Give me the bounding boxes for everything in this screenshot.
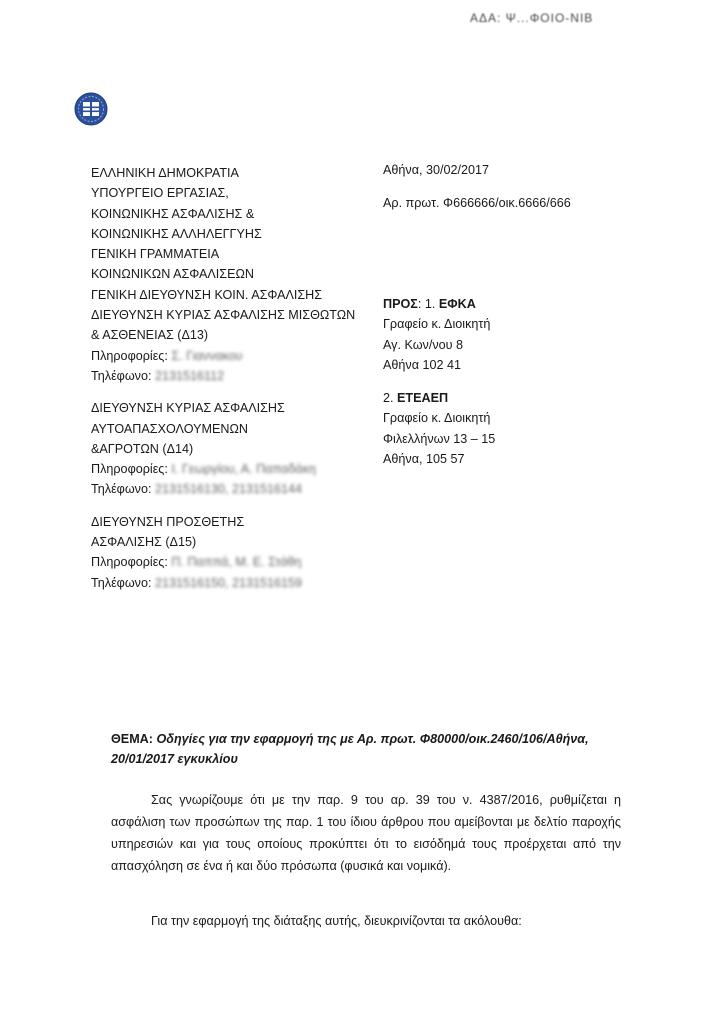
- redacted-info: Π. Παππά, Μ. Ε. Στάθη: [171, 555, 302, 570]
- redacted-info: Σ. Γιαννακου: [171, 348, 243, 363]
- sender-line: ΓΕΝΙΚΗ ΓΡΑΜΜΑΤΕΙΑ: [91, 247, 220, 262]
- info-label: Πληροφορίες:: [91, 462, 168, 477]
- sender-line: ΚΟΙΝΩΝΙΚΗΣ ΑΛΛΗΛΕΓΓΥΗΣ: [91, 226, 262, 241]
- recipient-line: Γραφείο κ. Διοικητή: [383, 317, 491, 332]
- sender-line: ΓΕΝΙΚΗ ΔΙΕΥΘΥΝΣΗ ΚΟΙΝ. ΑΣΦΑΛΙΣΗΣ: [91, 287, 323, 302]
- sender-line: ΑΣΦΑΛΙΣΗΣ (Δ15): [91, 535, 197, 550]
- body-paragraph: Σας γνωρίζουμε ότι με την παρ. 9 του αρ. 39 του ν. 4387/2016, ρυθμίζεται η ασφάλιση των προσώπων της παρ. 1 του ίδιου άρθρου που αμείβονται με δελτίο παροχής υπηρεσιών και για τους οποίους προκύπτει ότι το εισόδημά τους προέρχεται από την απασχόληση σε ένα ή και δύο πρόσωπα (φυσικά και νομικά).: [111, 793, 621, 873]
- sender-line: ΔΙΕΥΘΥΝΣΗ ΠΡΟΣΘΕΤΗΣ: [91, 514, 245, 529]
- recipient-number: 2.: [383, 391, 398, 405]
- greek-emblem-icon: [74, 92, 108, 126]
- phone-label: Τηλέφωνο:: [91, 575, 152, 590]
- recipient-name: ΕΤΕΑΕΠ: [397, 391, 449, 405]
- d13-info: [91, 346, 366, 366]
- sender-line: ΥΠΟΥΡΓΕΙΟ ΕΡΓΑΣΙΑΣ,: [91, 186, 229, 201]
- redacted-phone: 2131516130, 2131516144: [154, 482, 303, 497]
- recipient-line: Αθήνα 102 41: [383, 357, 462, 372]
- recipient-line: Γραφείο κ. Διοικητή: [383, 411, 491, 426]
- info-label: Πληροφορίες:: [91, 555, 168, 570]
- d14-info: [91, 459, 366, 479]
- sender-line: & ΑΣΘΕΝΕΙΑΣ (Δ13): [91, 328, 209, 343]
- sender-line: ΑΥΤΟΑΠΑΣΧΟΛΟΥΜΕΝΩΝ: [91, 421, 248, 436]
- to-label: ΠΡΟΣ: [383, 297, 418, 311]
- protocol-number: Αρ. πρωτ. Φ666666/οικ.6666/666: [383, 196, 571, 210]
- recipient-line: Φιλελλήνων 13 – 15: [383, 431, 496, 446]
- subject-label: ΘΕΜΑ:: [111, 732, 153, 746]
- body-paragraph: Για την εφαρμογή της διάταξης αυτής, διευκρινίζονται τα ακόλουθα:: [151, 914, 522, 928]
- d15-phone: [91, 573, 366, 593]
- sender-block: [91, 163, 366, 593]
- d15-info: [91, 552, 366, 572]
- d13-phone: [91, 366, 366, 386]
- info-label: Πληροφορίες:: [91, 348, 168, 363]
- sender-line: ΚΟΙΝΩΝΙΚΗΣ ΑΣΦΑΛΙΣΗΣ &: [91, 206, 255, 221]
- sender-line: ΕΛΛΗΝΙΚΗ ΔΗΜΟΚΡΑΤΙΑ: [91, 166, 239, 180]
- redacted-phone: 2131516150, 2131516159: [154, 575, 303, 590]
- subject-line: [111, 729, 631, 769]
- redacted-phone: 2131516112: [154, 368, 225, 383]
- document-date: Αθήνα, 30/02/2017: [383, 163, 490, 177]
- d14-phone: [91, 479, 366, 499]
- recipient-line: Αγ. Κων/νου 8: [383, 337, 464, 352]
- ada-code: ΑΔΑ: Ψ...ΦΟΙΟ-ΝΙΒ: [470, 11, 594, 25]
- sender-line: &ΑΓΡΟΤΩΝ (Δ14): [91, 441, 194, 456]
- recipient-2: [383, 388, 683, 469]
- subject-text: Οδηγίες για την εφαρμογή της με Αρ. πρωτ. Φ80000/οικ.2460/106/Αθήνα, 20/01/2017 εγκυκλίου: [111, 732, 589, 766]
- sender-line: ΔΙΕΥΘΥΝΣΗ ΚΥΡΙΑΣ ΑΣΦΑΛΙΣΗΣ: [91, 401, 285, 416]
- recipient-line: Αθήνα, 105 57: [383, 451, 465, 466]
- recipient-1: [383, 294, 683, 375]
- recipient-name: ΕΦΚΑ: [438, 297, 476, 311]
- recipient-number: : 1.: [417, 297, 439, 311]
- sender-line: ΔΙΕΥΘΥΝΣΗ ΚΥΡΙΑΣ ΑΣΦΑΛΙΣΗΣ ΜΙΣΘΩΤΩΝ: [91, 308, 356, 323]
- phone-label: Τηλέφωνο:: [91, 368, 152, 383]
- redacted-info: Ι. Γεωργίου, Α. Παπαδάκη: [171, 462, 316, 477]
- phone-label: Τηλέφωνο:: [91, 482, 152, 497]
- sender-line: ΚΟΙΝΩΝΙΚΩΝ ΑΣΦΑΛΙΣΕΩΝ: [91, 267, 254, 282]
